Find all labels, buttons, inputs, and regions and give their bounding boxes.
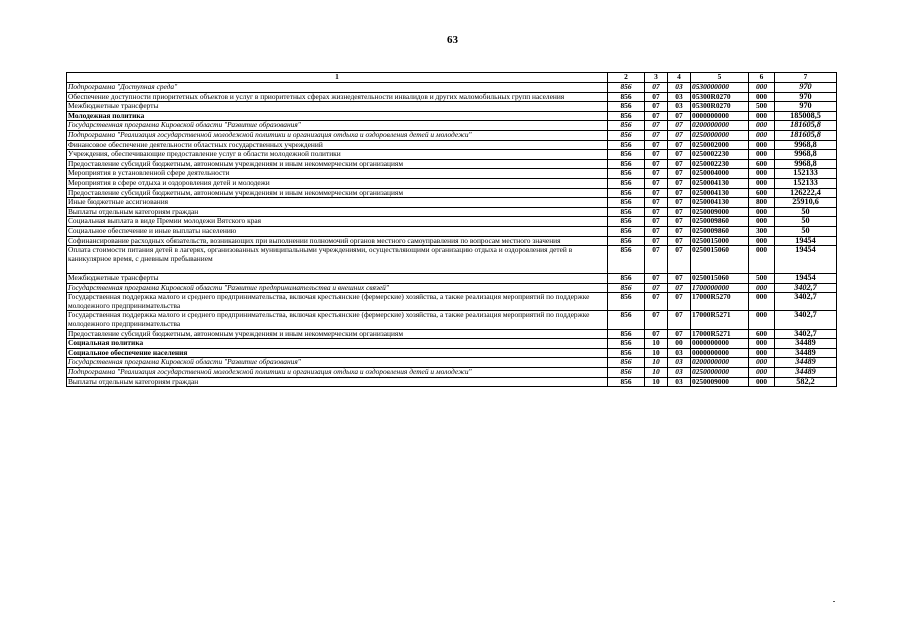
expense-type-cell: 000 xyxy=(749,83,775,93)
ministry-code-cell: 856 xyxy=(608,150,645,160)
amount-cell: 185008,5 xyxy=(775,111,837,121)
target-article-cell: 05300R0270 xyxy=(691,102,749,112)
row-name-cell: Государственная поддержка малого и среднего предпринимательства, включая крестьянские (фермерские) хозяйства, а также реализация мероприятий по поддержке молодежного предпринимательства xyxy=(67,311,608,329)
ministry-code-cell: 856 xyxy=(608,236,645,246)
row-name-cell: Социальная политика xyxy=(67,339,608,349)
amount-cell: 3402,7 xyxy=(775,283,837,293)
ministry-code-cell: 856 xyxy=(608,283,645,293)
row-name-cell: Межбюджетные трансферты xyxy=(67,274,608,284)
row-name-cell: Мероприятия в установленной сфере деятельности xyxy=(67,169,608,179)
section-code-cell: 07 xyxy=(645,226,668,236)
table-row xyxy=(67,130,837,140)
row-name-cell: Подпрограмма "Реализация государственной молодежной политики и организация отдыха и оздоровления детей и молодежи" xyxy=(67,130,608,140)
expense-type-cell: 500 xyxy=(749,102,775,112)
expense-type-cell: 000 xyxy=(749,111,775,121)
target-article-cell: 0530000000 xyxy=(691,83,749,93)
expense-type-cell: 000 xyxy=(749,169,775,179)
amount-cell: 181605,8 xyxy=(775,130,837,140)
ministry-code-cell: 856 xyxy=(608,140,645,150)
expense-type-cell: 000 xyxy=(749,283,775,293)
row-name-cell: Выплаты отдельным категориям граждан xyxy=(67,207,608,217)
section-code-cell: 07 xyxy=(645,140,668,150)
amount-cell: 3402,7 xyxy=(775,293,837,311)
table-row xyxy=(67,198,837,208)
header-cell: 4 xyxy=(668,73,691,83)
target-article-cell: 0250015000 xyxy=(691,236,749,246)
section-code-cell: 07 xyxy=(645,169,668,179)
amount-cell: 34489 xyxy=(775,368,837,378)
row-name-cell: Выплаты отдельным категориям граждан xyxy=(67,377,608,387)
expense-type-cell: 600 xyxy=(749,188,775,198)
expense-type-cell: 000 xyxy=(749,293,775,311)
row-name-cell: Обеспечение доступности приоритетных объектов и услуг в приоритетных сферах жизнедеятельности инвалидов и других маломобильных групп населения xyxy=(67,92,608,102)
row-name-cell: Социальное обеспечение и иные выплаты населению xyxy=(67,226,608,236)
ministry-code-cell: 856 xyxy=(608,111,645,121)
subsection-code-cell: 07 xyxy=(668,111,691,121)
subsection-code-cell: 03 xyxy=(668,83,691,93)
amount-cell: 9968,8 xyxy=(775,159,837,169)
subsection-code-cell: 03 xyxy=(668,377,691,387)
subsection-code-cell: 07 xyxy=(668,217,691,227)
expense-type-cell: 000 xyxy=(749,217,775,227)
amount-cell: 9968,8 xyxy=(775,140,837,150)
section-code-cell: 07 xyxy=(645,150,668,160)
target-article-cell: 0250000000 xyxy=(691,368,749,378)
table-row xyxy=(67,226,837,236)
table-row xyxy=(67,329,837,339)
table-row xyxy=(67,377,837,387)
row-name-cell: Государственная программа Кировской области "Развитие образования" xyxy=(67,121,608,131)
row-name-cell: Оплата стоимости питания детей в лагерях, организованных муниципальными учреждениями, осуществляющими организацию отдыха и оздоровления детей в каникулярное время, с дневным пребыванием xyxy=(67,246,608,274)
table-row xyxy=(67,339,837,349)
section-code-cell: 07 xyxy=(645,274,668,284)
table-row xyxy=(67,140,837,150)
amount-cell: 25910,6 xyxy=(775,198,837,208)
target-article-cell: 0250002000 xyxy=(691,140,749,150)
ministry-code-cell: 856 xyxy=(608,102,645,112)
ministry-code-cell: 856 xyxy=(608,159,645,169)
header-cell: 3 xyxy=(645,73,668,83)
subsection-code-cell: 03 xyxy=(668,102,691,112)
target-article-cell: 0250004130 xyxy=(691,188,749,198)
section-code-cell: 07 xyxy=(645,293,668,311)
target-article-cell: 0250009860 xyxy=(691,226,749,236)
amount-cell: 152133 xyxy=(775,178,837,188)
expense-type-cell: 000 xyxy=(749,377,775,387)
subsection-code-cell: 03 xyxy=(668,358,691,368)
scan-speck xyxy=(833,601,835,602)
expense-type-cell: 000 xyxy=(749,92,775,102)
table-row xyxy=(67,159,837,169)
amount-cell: 970 xyxy=(775,83,837,93)
expense-type-cell: 000 xyxy=(749,368,775,378)
page-number: 63 xyxy=(447,34,458,46)
section-code-cell: 07 xyxy=(645,283,668,293)
amount-cell: 19454 xyxy=(775,274,837,284)
amount-cell: 126222,4 xyxy=(775,188,837,198)
row-name-cell: Молодежная политика xyxy=(67,111,608,121)
ministry-code-cell: 856 xyxy=(608,274,645,284)
ministry-code-cell: 856 xyxy=(608,226,645,236)
ministry-code-cell: 856 xyxy=(608,178,645,188)
row-name-cell: Социальная выплата в виде Премии молодежи Вятского края xyxy=(67,217,608,227)
table-row xyxy=(67,178,837,188)
subsection-code-cell: 07 xyxy=(668,274,691,284)
row-name-cell: Подпрограмма "Реализация государственной молодежной политики и организация отдыха и оздоровления детей и молодежи" xyxy=(67,368,608,378)
header-cell: 1 xyxy=(67,73,608,83)
header-cell: 7 xyxy=(775,73,837,83)
table-row xyxy=(67,358,837,368)
amount-cell: 50 xyxy=(775,217,837,227)
table-row xyxy=(67,283,837,293)
expense-type-cell: 000 xyxy=(749,178,775,188)
subsection-code-cell: 07 xyxy=(668,329,691,339)
target-article-cell: 0250004130 xyxy=(691,178,749,188)
section-code-cell: 07 xyxy=(645,159,668,169)
expense-type-cell: 500 xyxy=(749,274,775,284)
target-article-cell: 0250004130 xyxy=(691,198,749,208)
header-cell: 2 xyxy=(608,73,645,83)
subsection-code-cell: 03 xyxy=(668,92,691,102)
table-row xyxy=(67,188,837,198)
target-article-cell: 0250015060 xyxy=(691,274,749,284)
section-code-cell: 10 xyxy=(645,377,668,387)
table-row xyxy=(67,102,837,112)
target-article-cell: 0000000000 xyxy=(691,339,749,349)
ministry-code-cell: 856 xyxy=(608,169,645,179)
subsection-code-cell: 07 xyxy=(668,226,691,236)
section-code-cell: 10 xyxy=(645,368,668,378)
ministry-code-cell: 856 xyxy=(608,329,645,339)
ministry-code-cell: 856 xyxy=(608,348,645,358)
section-code-cell: 07 xyxy=(645,178,668,188)
table-row xyxy=(67,217,837,227)
target-article-cell: 0250004000 xyxy=(691,169,749,179)
amount-cell: 50 xyxy=(775,226,837,236)
ministry-code-cell: 856 xyxy=(608,217,645,227)
amount-cell: 152133 xyxy=(775,169,837,179)
expense-type-cell: 000 xyxy=(749,150,775,160)
subsection-code-cell: 07 xyxy=(668,121,691,131)
ministry-code-cell: 856 xyxy=(608,83,645,93)
ministry-code-cell: 856 xyxy=(608,121,645,131)
target-article-cell: 17000R5271 xyxy=(691,311,749,329)
section-code-cell: 07 xyxy=(645,130,668,140)
table-row xyxy=(67,92,837,102)
target-article-cell: 0250009000 xyxy=(691,377,749,387)
target-article-cell: 0250002230 xyxy=(691,150,749,160)
section-code-cell: 07 xyxy=(645,198,668,208)
table-row xyxy=(67,169,837,179)
subsection-code-cell: 07 xyxy=(668,178,691,188)
ministry-code-cell: 856 xyxy=(608,293,645,311)
subsection-code-cell: 07 xyxy=(668,198,691,208)
section-code-cell: 07 xyxy=(645,311,668,329)
header-cell: 5 xyxy=(691,73,749,83)
section-code-cell: 10 xyxy=(645,348,668,358)
table-row xyxy=(67,311,837,329)
table-row xyxy=(67,121,837,131)
header-cell: 6 xyxy=(749,73,775,83)
target-article-cell: 0200000000 xyxy=(691,121,749,131)
amount-cell: 19454 xyxy=(775,246,837,274)
section-code-cell: 10 xyxy=(645,339,668,349)
table-row xyxy=(67,83,837,93)
section-code-cell: 07 xyxy=(645,111,668,121)
amount-cell: 19454 xyxy=(775,236,837,246)
ministry-code-cell: 856 xyxy=(608,377,645,387)
target-article-cell: 0250000000 xyxy=(691,130,749,140)
row-name-cell: Предоставление субсидий бюджетным, автономным учреждениям и иным некоммерческим организациям xyxy=(67,159,608,169)
subsection-code-cell: 07 xyxy=(668,236,691,246)
target-article-cell: 0000000000 xyxy=(691,111,749,121)
section-code-cell: 07 xyxy=(645,102,668,112)
target-article-cell: 0200000000 xyxy=(691,358,749,368)
target-article-cell: 0250009860 xyxy=(691,217,749,227)
row-name-cell: Государственная программа Кировской области "Развитие предпринимательства и внешних связей" xyxy=(67,283,608,293)
subsection-code-cell: 07 xyxy=(668,159,691,169)
ministry-code-cell: 856 xyxy=(608,92,645,102)
expense-type-cell: 000 xyxy=(749,348,775,358)
target-article-cell: 0250002230 xyxy=(691,159,749,169)
table-row xyxy=(67,348,837,358)
row-name-cell: Мероприятия в сфере отдыха и оздоровления детей и молодежи xyxy=(67,178,608,188)
subsection-code-cell: 07 xyxy=(668,130,691,140)
ministry-code-cell: 856 xyxy=(608,207,645,217)
expense-type-cell: 000 xyxy=(749,311,775,329)
amount-cell: 970 xyxy=(775,102,837,112)
row-name-cell: Государственная программа Кировской области "Развитие образования" xyxy=(67,358,608,368)
section-code-cell: 07 xyxy=(645,207,668,217)
row-name-cell: Социальное обеспечение населения xyxy=(67,348,608,358)
target-article-cell: 0000000000 xyxy=(691,348,749,358)
section-code-cell: 07 xyxy=(645,329,668,339)
row-name-cell: Учреждения, обеспечивающие предоставление услуг в области молодежной политики xyxy=(67,150,608,160)
section-code-cell: 07 xyxy=(645,217,668,227)
row-name-cell: Иные бюджетные ассигнования xyxy=(67,198,608,208)
subsection-code-cell: 07 xyxy=(668,293,691,311)
row-name-cell: Финансовое обеспечение деятельности областных государственных учреждений xyxy=(67,140,608,150)
table-row xyxy=(67,293,837,311)
ministry-code-cell: 856 xyxy=(608,246,645,274)
target-article-cell: 05300R0270 xyxy=(691,92,749,102)
target-article-cell: 0250009000 xyxy=(691,207,749,217)
row-name-cell: Государственная поддержка малого и среднего предпринимательства, включая крестьянские (фермерские) хозяйства, а также реализация мероприятий по поддержке молодежного предпринимательства xyxy=(67,293,608,311)
table-row xyxy=(67,236,837,246)
section-code-cell: 07 xyxy=(645,236,668,246)
ministry-code-cell: 856 xyxy=(608,368,645,378)
expense-type-cell: 600 xyxy=(749,159,775,169)
expense-type-cell: 800 xyxy=(749,198,775,208)
row-name-cell: Подпрограмма "Доступная среда" xyxy=(67,83,608,93)
subsection-code-cell: 03 xyxy=(668,348,691,358)
ministry-code-cell: 856 xyxy=(608,130,645,140)
table-row xyxy=(67,246,837,274)
amount-cell: 34489 xyxy=(775,339,837,349)
subsection-code-cell: 03 xyxy=(668,368,691,378)
subsection-code-cell: 07 xyxy=(668,140,691,150)
amount-cell: 3402,7 xyxy=(775,329,837,339)
expense-type-cell: 000 xyxy=(749,140,775,150)
target-article-cell: 17000R5270 xyxy=(691,293,749,311)
budget-table xyxy=(66,72,837,387)
expense-type-cell: 000 xyxy=(749,339,775,349)
section-code-cell: 07 xyxy=(645,246,668,274)
subsection-code-cell: 07 xyxy=(668,150,691,160)
table-header-row xyxy=(67,73,837,83)
expense-type-cell: 000 xyxy=(749,358,775,368)
expense-type-cell: 000 xyxy=(749,246,775,274)
target-article-cell: 0250015060 xyxy=(691,246,749,274)
amount-cell: 9968,8 xyxy=(775,150,837,160)
amount-cell: 582,2 xyxy=(775,377,837,387)
table-row xyxy=(67,111,837,121)
ministry-code-cell: 856 xyxy=(608,198,645,208)
expense-type-cell: 000 xyxy=(749,236,775,246)
section-code-cell: 07 xyxy=(645,188,668,198)
amount-cell: 50 xyxy=(775,207,837,217)
subsection-code-cell: 07 xyxy=(668,311,691,329)
subsection-code-cell: 07 xyxy=(668,169,691,179)
amount-cell: 181605,8 xyxy=(775,121,837,131)
amount-cell: 3402,7 xyxy=(775,311,837,329)
amount-cell: 970 xyxy=(775,92,837,102)
ministry-code-cell: 856 xyxy=(608,339,645,349)
subsection-code-cell: 07 xyxy=(668,207,691,217)
table-row xyxy=(67,150,837,160)
row-name-cell: Софинансирование расходных обязательств, возникающих при выполнении полномочий органов местного самоуправления по вопросам местного значения xyxy=(67,236,608,246)
section-code-cell: 07 xyxy=(645,92,668,102)
subsection-code-cell: 00 xyxy=(668,339,691,349)
expense-type-cell: 000 xyxy=(749,207,775,217)
table-row xyxy=(67,368,837,378)
ministry-code-cell: 856 xyxy=(608,188,645,198)
target-article-cell: 17000R5271 xyxy=(691,329,749,339)
row-name-cell: Предоставление субсидий бюджетным, автономным учреждениям и иным некоммерческим организациям xyxy=(67,188,608,198)
section-code-cell: 07 xyxy=(645,121,668,131)
section-code-cell: 07 xyxy=(645,83,668,93)
ministry-code-cell: 856 xyxy=(608,311,645,329)
table-row xyxy=(67,207,837,217)
expense-type-cell: 600 xyxy=(749,329,775,339)
expense-type-cell: 000 xyxy=(749,121,775,131)
subsection-code-cell: 07 xyxy=(668,283,691,293)
subsection-code-cell: 07 xyxy=(668,246,691,274)
subsection-code-cell: 07 xyxy=(668,188,691,198)
ministry-code-cell: 856 xyxy=(608,358,645,368)
target-article-cell: 1700000000 xyxy=(691,283,749,293)
section-code-cell: 10 xyxy=(645,358,668,368)
row-name-cell: Межбюджетные трансферты xyxy=(67,102,608,112)
row-name-cell: Предоставление субсидий бюджетным, автономным учреждениям и иным некоммерческим организациям xyxy=(67,329,608,339)
table-row xyxy=(67,274,837,284)
amount-cell: 34489 xyxy=(775,358,837,368)
amount-cell: 34489 xyxy=(775,348,837,358)
expense-type-cell: 000 xyxy=(749,130,775,140)
expense-type-cell: 300 xyxy=(749,226,775,236)
